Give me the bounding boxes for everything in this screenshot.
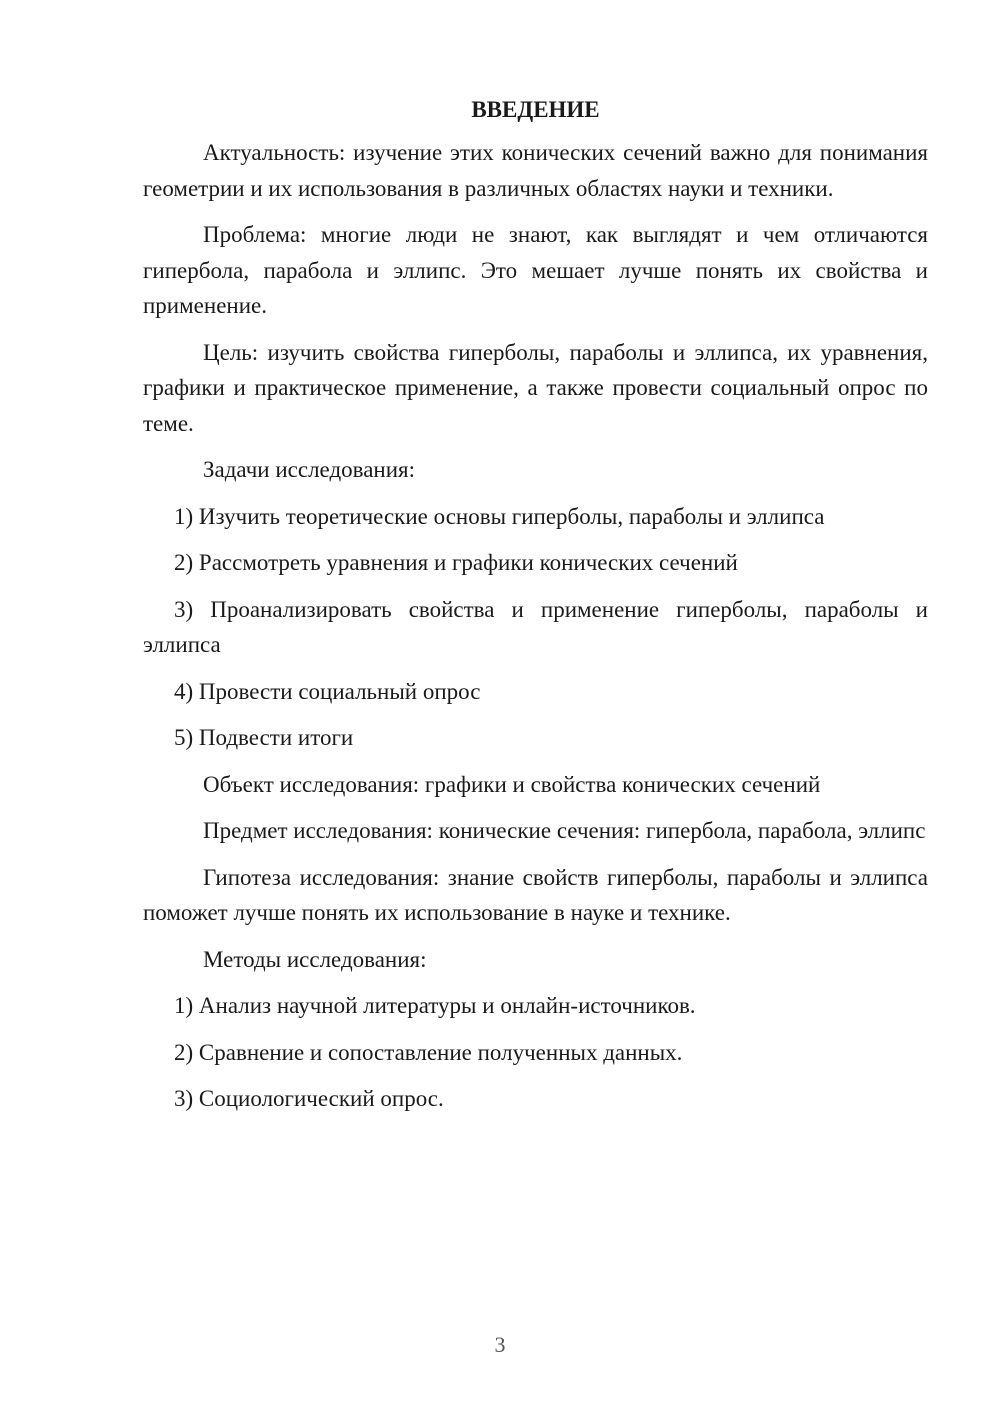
- method-item: 2) Сравнение и сопоставление полученных данных.: [174, 1039, 683, 1065]
- page-number: 3: [494, 1332, 506, 1357]
- tasks-heading: Задачи исследования:: [203, 457, 416, 482]
- object-paragraph: Объект исследования: графики и свойства конических сечений: [203, 771, 821, 797]
- hypothesis-paragraph: Гипотеза исследования: знание свойств гиперболы, параболы и эллипса поможет лучше понять их использование в науке и технике.: [143, 864, 928, 925]
- methods-heading: Методы исследования:: [203, 946, 427, 972]
- task-item: 1) Изучить теоретические основы гиперболы, параболы и эллипса: [174, 503, 825, 529]
- method-item: 1) Анализ научной литературы и онлайн-источников.: [174, 993, 696, 1018]
- method-item: 3) Социологический опрос.: [174, 1086, 444, 1111]
- task-item: 2) Рассмотреть уравнения и графики конических сечений: [174, 550, 738, 575]
- goal-paragraph: Цель: изучить свойства гиперболы, параболы и эллипса, их уравнения, графики и практическое применение, а также провести социальный опрос по теме.: [143, 339, 928, 436]
- section-title: ВВЕДЕНИЕ: [471, 97, 600, 122]
- task-item: 5) Подвести итоги: [174, 725, 354, 750]
- problem-paragraph: Проблема: многие люди не знают, как выглядят и чем отличаются гипербола, парабола и эллипс. Это мешает лучше понять их свойства и применение.: [143, 222, 928, 318]
- task-item: 4) Провести социальный опрос: [174, 678, 481, 704]
- subject-paragraph: Предмет исследования: конические сечения: гипербола, парабола, эллипс: [203, 818, 926, 843]
- relevance-paragraph: Актуальность: изучение этих конических сечений важно для понимания геометрии и их использования в различных областях науки и техники.: [143, 140, 928, 201]
- document-page: [143, 92, 928, 1128]
- task-item: 3) Проанализировать свойства и применение гиперболы, параболы и эллипса: [143, 596, 928, 657]
